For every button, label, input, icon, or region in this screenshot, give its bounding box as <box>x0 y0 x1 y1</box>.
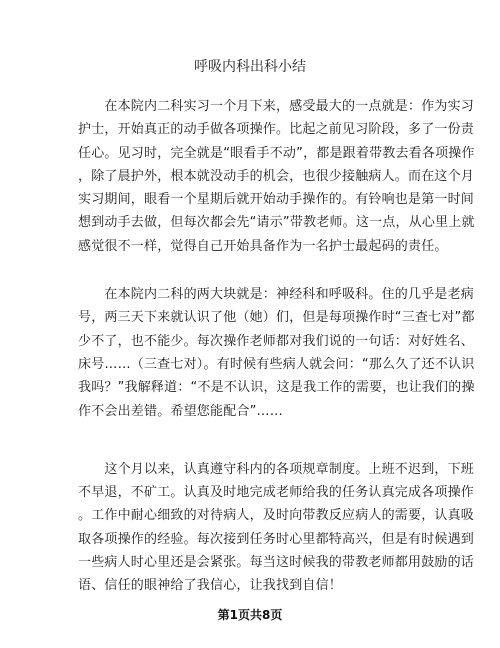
text-line: 作不会出差错。希望您能配合”…… <box>78 403 283 419</box>
text-line: 在本院内二科的两大块就是：神经科和呼吸科。住的几乎是老病 <box>78 287 475 303</box>
paragraph-1 <box>78 95 475 258</box>
text-line: 这个月以来，认真遵守科内的各项规章制度。上班不迟到，下班 <box>78 461 475 477</box>
text-line: 一些病人时心里还是会紧张。每当这时候我的带教老师都用鼓励的话 <box>78 555 475 571</box>
text-line: 任心。见习时，完全就是“眼看手不动”，都是跟着带教去看各项操作 <box>78 145 475 161</box>
text-line: ，除了晨护外，根本就没动手的机会，也很少接触病人。而在这个月 <box>78 168 475 184</box>
text-line: 感觉很不一样，觉得自己开始具备作为一名护士最起码的责任。 <box>78 238 448 254</box>
paragraph-spacer <box>78 258 423 283</box>
text-line: 想到动手去做，但每次都会先“请示”带教老师。这一点，从心里上就 <box>78 215 475 231</box>
document-title: 呼吸内科出科小结 <box>194 59 306 75</box>
text-line: 不早退，不矿工。认真及时地完成老师给我的任务认真完成各项操作 <box>78 485 475 501</box>
document-body <box>78 95 475 598</box>
text-line: 实习期间，眼看一个星期后就开始动手操作的。有铃响也是第一时间 <box>78 192 475 208</box>
text-line: 护士，开始真正的动手做各项操作。比起之前见习阶段，多了一份责 <box>78 122 475 138</box>
paragraph-2 <box>78 283 475 423</box>
text-line: 取各项操作的经验。每次接到任务时心里都特高兴，但是有时候遇到 <box>78 531 475 547</box>
text-line: 我吗？”我解释道：“不是不认识，这是我工作的需要，也让我们的操 <box>78 380 475 396</box>
text-line: 号，两三天下来就认识了他（她）们，但是每项操作时“三查七对”都 <box>78 310 475 326</box>
text-line: 。工作中耐心细致的对待病人，及时向带教反应病人的需要，认真吸 <box>78 508 475 524</box>
paragraph-spacer <box>78 423 423 458</box>
page-number: 第1页共8页 <box>217 608 283 622</box>
text-line: 语、信任的眼神给了我信心，让我找到自信！ <box>78 578 343 594</box>
text-line: 少不了，也不能少。每次操作老师都对我们说的一句话：对好姓名、 <box>78 333 475 349</box>
text-line: 床号……（三查七对）。有时候有些病人就会问：“那么久了还不认识 <box>78 356 475 372</box>
paragraph-3 <box>78 458 475 598</box>
text-line: 在本院内二科实习一个月下来，感受最大的一点就是：作为实习 <box>78 99 475 114</box>
